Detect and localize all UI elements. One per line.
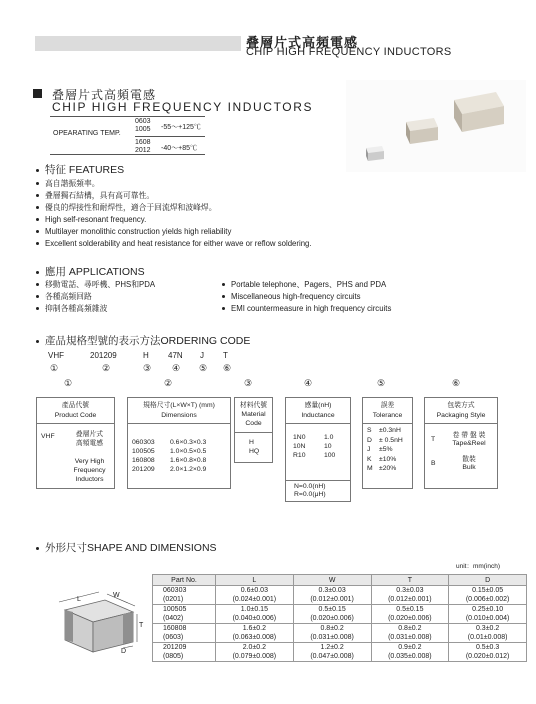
product-code-box [36, 397, 115, 489]
inductance-box [285, 397, 351, 502]
box-num: ④ [304, 378, 313, 388]
box-num: ③ [244, 378, 253, 388]
application-item: 抑制各種高頻雜波 [36, 303, 155, 315]
material-code-box [234, 397, 273, 463]
box-value: Bulk [462, 464, 476, 471]
shape-title: 外形尺寸SHAPE AND DIMENSIONS [36, 540, 217, 555]
application-item: 移動電話、尋呼機、PHS和PDA [36, 279, 155, 291]
box-value: ±0.3nH [379, 427, 401, 434]
size-code: 2012 [135, 147, 151, 154]
application-item: Miscellaneous high-frequency circuits [222, 291, 391, 303]
box-value: K [367, 455, 372, 463]
box-num: ② [164, 378, 173, 388]
box-head: 規格尺寸(L×W×T) (mm) [143, 402, 215, 409]
feature-item: High self-resonant frequency. [36, 214, 312, 226]
code-segment: H [143, 351, 149, 360]
unit-label: unit：mm(inch) [456, 563, 501, 570]
table-row: (0402) (0.040±0.006) (0.020±0.006) (0.020±0.006) (0.010±0.004) [153, 614, 527, 624]
code-segment: J [200, 351, 204, 360]
table-row: 160808 1.6±0.2 0.8±0.2 0.8±0.2 0.3±0.2 [153, 624, 527, 634]
code-segment: T [223, 351, 228, 360]
box-value: 100505 [132, 448, 155, 455]
features-list [36, 178, 312, 250]
box-value: ±5% [379, 446, 393, 453]
dimensions-box [127, 397, 231, 489]
feature-item: 高自諧振頻率。 [36, 178, 312, 190]
feature-item: Excellent solderability and heat resistance for either wave or reflow soldering. [36, 238, 312, 250]
diagram-label-d: D [121, 648, 127, 655]
box-value: 1.0 [324, 434, 334, 441]
box-note: R=0.0(μH) [294, 491, 326, 498]
table-row: (0603) (0.063±0.008) (0.031±0.008) (0.031±0.008) (0.01±0.008) [153, 633, 527, 643]
col-header: L [216, 575, 294, 586]
box-value: Very High [74, 458, 105, 465]
features-title: 特征 FEATURES [36, 162, 124, 177]
box-value: 10N [293, 443, 306, 450]
code-num: ② [102, 363, 111, 373]
application-item: Portable telephone、Pagers、PHS and PDA [222, 279, 391, 291]
box-num: ⑥ [452, 378, 461, 388]
box-value: Frequency [73, 467, 106, 474]
code-segment: VHF [48, 351, 64, 360]
box-value: 160808 [132, 457, 155, 464]
diagram-label-t: T [139, 622, 144, 629]
col-header: T [371, 575, 449, 586]
box-num: ⑤ [377, 378, 386, 388]
section-square-icon [33, 89, 42, 98]
code-num: ⑤ [199, 363, 208, 373]
box-value: T [431, 436, 436, 443]
box-value: 1.0×0.5×0.5 [170, 448, 207, 455]
box-value: HQ [249, 448, 260, 455]
box-head: 包裝方式 [447, 402, 475, 409]
operating-temp-table [50, 116, 210, 156]
table-row: (0201) (0.024±0.001) (0.012±0.001) (0.012±0.001) (0.006±0.002) [153, 595, 527, 605]
product-photo [346, 80, 526, 172]
header-title-cn: 叠層片式高頻電感 [246, 35, 359, 50]
size-code: 1608 [135, 139, 151, 146]
box-head: Inductance [301, 412, 335, 419]
box-value: R10 [293, 452, 306, 459]
code-num: ① [50, 363, 59, 373]
box-value: 1.6×0.8×0.8 [170, 457, 207, 464]
code-num: ⑥ [223, 363, 232, 373]
feature-item: Multilayer monolithic construction yields high reliability [36, 226, 312, 238]
header-bar [35, 36, 241, 51]
operating-temp-label: OPEARATING TEMP. [53, 130, 121, 137]
box-head: 材料代號 [239, 402, 268, 409]
feature-item: 優良的焊接性和耐焊性，適合于回流焊和波峰焊。 [36, 202, 312, 214]
box-value: 卷 帶 盤 裝 [452, 432, 486, 439]
application-item: 各種高頻回路 [36, 291, 155, 303]
box-head: Product Code [54, 412, 97, 419]
box-value: Tape&Reel [452, 440, 486, 447]
dimensions-table [152, 574, 527, 662]
box-head: 誤差 [380, 402, 395, 409]
box-value: J [367, 446, 371, 453]
box-value: 100 [324, 452, 336, 459]
table-row: 201209 2.0±0.2 1.2±0.2 0.9±0.2 0.5±0.3 [153, 643, 527, 653]
box-head: 感量(nH) [304, 402, 332, 409]
box-value: 10 [324, 443, 332, 450]
box-value: H [249, 439, 254, 446]
applications-title: 應用 APPLICATIONS [36, 264, 145, 279]
box-value: VHF [41, 433, 55, 440]
box-value: ± 0.5nH [379, 436, 403, 444]
box-head: Material [241, 411, 266, 418]
box-value: D [367, 436, 372, 444]
box-value: 2.0×1.2×0.9 [170, 466, 207, 473]
col-header: W [293, 575, 371, 586]
box-value: 060303 [132, 439, 155, 446]
box-value: 高頻電感 [75, 440, 104, 447]
applications-list-cn [36, 279, 155, 315]
box-head: Dimensions [161, 412, 197, 419]
box-head: 產品代號 [61, 402, 90, 409]
col-header: D [449, 575, 527, 586]
box-value: 201209 [132, 466, 155, 473]
code-segment: 47N [168, 351, 183, 360]
product-title-cn: 叠層片式高頻電感 [52, 88, 157, 102]
box-value: S [367, 427, 372, 434]
temp-range: -55～+125℃ [161, 124, 201, 131]
product-title-en: CHIP HIGH FREQUENCY INDUCTORS [52, 100, 314, 114]
table-row: 100505 1.0±0.15 0.5±0.15 0.5±0.15 0.25±0.10 [153, 605, 527, 615]
col-header: Part No. [153, 575, 216, 586]
box-value: Inductors [75, 476, 104, 483]
header-title-en: CHIP HIGH FREQUENCY INDUCTORS [246, 46, 452, 58]
size-code: 1005 [135, 126, 151, 133]
chip-diagram [55, 582, 150, 662]
box-value: 叠層片式 [75, 431, 104, 438]
box-value: ±20% [379, 465, 397, 472]
box-value: 散裝 [462, 456, 476, 463]
table-row: 060303 0.6±0.03 0.3±0.03 0.3±0.03 0.15±0.05 [153, 586, 527, 596]
code-num: ④ [172, 363, 181, 373]
diagram-label-w: W [113, 592, 120, 599]
size-code: 0603 [135, 118, 151, 125]
box-head: Tolerance [372, 412, 403, 419]
code-num: ③ [143, 363, 152, 373]
packaging-box [424, 397, 498, 489]
box-head: Code [245, 420, 262, 427]
box-head: Packaging Style [436, 412, 486, 419]
applications-list-en [222, 279, 391, 315]
diagram-label-l: L [77, 596, 81, 603]
box-value: 1N0 [293, 434, 306, 441]
box-value: B [431, 460, 436, 467]
table-row: (0805) (0.079±0.008) (0.047±0.008) (0.035±0.008) (0.020±0.012) [153, 652, 527, 662]
box-value: 0.6×0.3×0.3 [170, 439, 207, 446]
box-note: N=0.0(nH) [294, 483, 326, 490]
temp-range: -40～+85℃ [161, 145, 197, 152]
feature-item: 叠層獨石結構，具有高可靠性。 [36, 190, 312, 202]
box-value: ±10% [379, 455, 397, 463]
application-item: EMI countermeasure in high frequency circuits [222, 303, 391, 315]
box-num: ① [64, 378, 73, 388]
ordering-title: 產品規格型號的表示方法ORDERING CODE [36, 333, 250, 348]
box-value: M [367, 465, 373, 472]
code-segment: 201209 [90, 351, 117, 360]
tolerance-box [362, 397, 413, 489]
